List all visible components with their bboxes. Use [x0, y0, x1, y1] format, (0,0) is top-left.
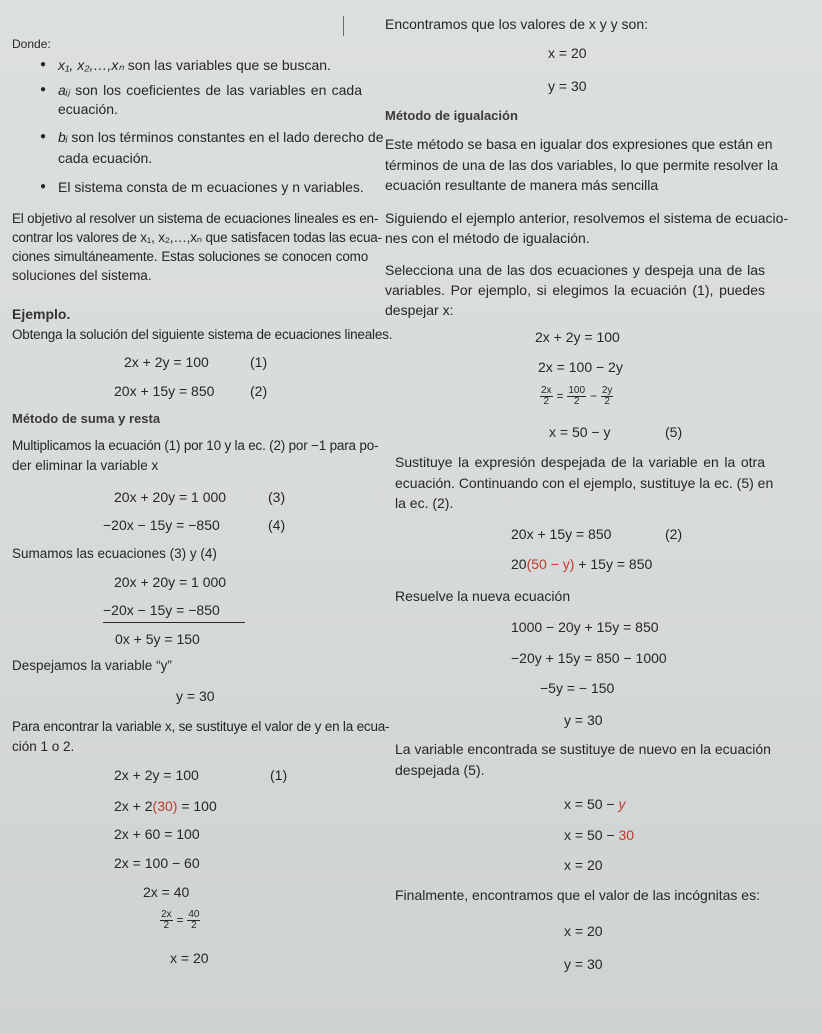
bullet2-text: son los coeficientes de las variables en cada [75, 82, 362, 98]
step-1-number: (1) [270, 767, 288, 783]
sustituye-line2: ecuación. Continuando con el ejemplo, sustituye la ec. (5) en [395, 475, 774, 491]
sub-2-post: + 15y = 850 [574, 556, 653, 572]
numerator: 100 [568, 385, 586, 396]
bullet4: El sistema consta de m ecuaciones y n variables. [58, 179, 364, 195]
fraction [160, 910, 173, 931]
step-7: x = 20 [170, 950, 209, 966]
step-5: 2x = 40 [143, 884, 190, 900]
numerator: 2x [161, 909, 172, 920]
denominator: 2 [191, 920, 197, 931]
system-eq1-number: (1) [250, 354, 268, 370]
selecciona-line3: despejar x: [385, 302, 454, 318]
solve-1: 1000 − 20y + 15y = 850 [511, 619, 659, 635]
sub-1: 20x + 15y = 850 [511, 526, 612, 542]
bullet-icon: ● [40, 84, 47, 95]
method-desc-line2: términos de una de las dos variables, lo que permite resolver la [385, 157, 778, 173]
final-step-1-var: y [618, 796, 626, 812]
solve-4: y = 30 [564, 712, 603, 728]
objective-line4: soluciones del sistema. [12, 268, 152, 283]
despeje-1: 2x + 2y = 100 [535, 329, 620, 345]
multiplicamos-line1: Multiplicamos la ecuación (1) por 10 y la ec. (2) por −1 para po- [12, 438, 379, 453]
despeje-4: x = 50 − y [549, 424, 611, 440]
despeje-4-number: (5) [665, 424, 683, 440]
bullet3-line2: cada ecuación. [58, 150, 153, 166]
ejemplo-heading: Ejemplo. [12, 306, 71, 322]
step-6: $\frac{2x}{2}$ = $\frac{40}{2}$ [161, 909, 200, 931]
equation-3-number: (3) [268, 489, 286, 505]
sub-2 [511, 556, 652, 572]
system-eq2: 20x + 15y = 850 [114, 383, 215, 399]
multiplicamos-line2: der eliminar la variable x [12, 458, 159, 473]
sum-row-c: 0x + 5y = 150 [115, 631, 200, 647]
equation-4-number: (4) [268, 517, 286, 533]
sumamos-text: Sumamos las ecuaciones (3) y (4) [12, 546, 217, 561]
solve-2: −20y + 15y = 850 − 1000 [511, 650, 667, 666]
numerator: 2y [601, 385, 613, 396]
sub-2-pre: 20 [511, 556, 527, 572]
found-y: y = 30 [548, 78, 587, 94]
metodo-igualacion-heading: Método de igualación [385, 108, 518, 123]
equation-3: 20x + 20y = 1 000 [114, 489, 227, 505]
fraction [601, 386, 614, 407]
fraction [187, 910, 200, 931]
finalmente-text: Finalmente, encontramos que el valor de las incógnitas es: [395, 887, 760, 903]
resuelve-text: Resuelve la nueva ecuación [395, 588, 571, 604]
bullet1-text: son las variables que se buscan. [127, 57, 331, 73]
sum-row-b: −20x − 15y = −850 [103, 602, 220, 618]
selecciona-line2: variables. Por ejemplo, si elegimos la ecuación (1), puedes [385, 282, 765, 298]
bullet1-vars: x₁, x₂,…,xₙ [58, 57, 124, 73]
system-eq2-number: (2) [250, 383, 268, 399]
bullet3-var: bᵢ [58, 129, 68, 145]
denominator: 2 [163, 920, 170, 931]
final-step-2-pre: x = 50 − [564, 827, 619, 843]
final-step-1-pre: x = 50 − [564, 796, 619, 812]
solve-3: −5y = − 150 [540, 680, 615, 696]
bullet3-text: son los términos constantes en el lado derecho de [71, 129, 384, 145]
found-x: x = 20 [548, 45, 587, 61]
final-step-2 [564, 827, 634, 843]
donde-label: Donde: [12, 37, 51, 51]
para-line1: Para encontrar la variable x, se sustituye el valor de y en la ecua- [12, 719, 390, 734]
variable-encontrada-line1: La variable encontrada se sustituye de nuevo en la ecuación [395, 741, 771, 757]
despejamos-text: Despejamos la variable “y” [12, 658, 172, 673]
system-eq1: 2x + 2y = 100 [124, 354, 209, 370]
equation-4: −20x − 15y = −850 [103, 517, 220, 533]
fraction [540, 386, 553, 407]
sub-1-number: (2) [665, 526, 683, 542]
y-equals-30: y = 30 [176, 688, 215, 704]
objective-line1: El objetivo al resolver un sistema de ecuaciones lineales es en- [12, 211, 379, 226]
method-desc-line1: Este método se basa en igualar dos expresiones que están en [385, 136, 773, 152]
numerator: 40 [188, 909, 200, 920]
final-step-1 [564, 796, 625, 812]
metodo-suma-heading: Método de suma y resta [12, 411, 161, 426]
found-values-text: Encontramos que los valores de x y y son: [385, 16, 649, 32]
step-2-post: = 100 [177, 798, 217, 814]
sum-row-a: 20x + 20y = 1 000 [114, 574, 227, 590]
bullet1 [58, 57, 331, 73]
sum-rule [103, 622, 245, 623]
siguiendo-line2: nes con el método de igualación. [385, 230, 590, 246]
objective-line3: ciones simultáneamente. Estas soluciones se conocen como [12, 249, 368, 264]
column-mark [343, 16, 344, 36]
denominator: 2 [573, 396, 580, 407]
despeje-2: 2x = 100 − 2y [538, 359, 623, 375]
bullet2-var: aᵢⱼ [58, 82, 70, 98]
para-line2: ción 1 o 2. [12, 739, 75, 754]
bullet-icon: ● [40, 181, 47, 192]
bullet2-line2: ecuación. [58, 101, 118, 117]
step-4: 2x = 100 − 60 [114, 855, 200, 871]
sustituye-line3: la ec. (2). [395, 495, 454, 511]
step-2-pre: 2x + 2 [114, 798, 153, 814]
bullet2-line1 [58, 82, 362, 98]
selecciona-line1: Selecciona una de las dos ecuaciones y despeja una de las [385, 262, 765, 278]
denominator: 2 [543, 396, 550, 407]
denominator: 2 [604, 396, 610, 407]
despeje-3: $\frac{2x}{2}$ = $\frac{100}{2}$ − $\frac{2y}{2}$ [541, 385, 613, 407]
numerator: 2x [541, 385, 552, 396]
fraction [567, 386, 586, 407]
siguiendo-line1: Siguiendo el ejemplo anterior, resolvemos el sistema de ecuacio- [385, 210, 789, 226]
step-1: 2x + 2y = 100 [114, 767, 199, 783]
final-step-3: x = 20 [564, 857, 603, 873]
sustituye-line1: Sustituye la expresión despejada de la variable en la otra [395, 454, 765, 470]
final-step-2-value: 30 [618, 827, 635, 843]
step-2-substituted: (30) [152, 798, 178, 814]
final-x: x = 20 [564, 923, 603, 939]
final-y: y = 30 [564, 956, 603, 972]
method-desc-line3: ecuación resultante de manera más sencilla [385, 177, 659, 193]
bullet-icon: ● [40, 59, 47, 70]
obtenga-text: Obtenga la solución del siguiente sistema de ecuaciones lineales. [12, 327, 393, 342]
step-3: 2x + 60 = 100 [114, 826, 200, 842]
bullet3-line1 [58, 129, 384, 145]
objective-line2: contrar los valores de x₁, x₂,…,xₙ que satisfacen todas las ecua- [12, 230, 382, 245]
variable-encontrada-line2: despejada (5). [395, 762, 485, 778]
bullet-icon: ● [40, 131, 47, 142]
step-2 [114, 798, 217, 814]
sub-2-substituted: (50 − y) [526, 556, 575, 572]
